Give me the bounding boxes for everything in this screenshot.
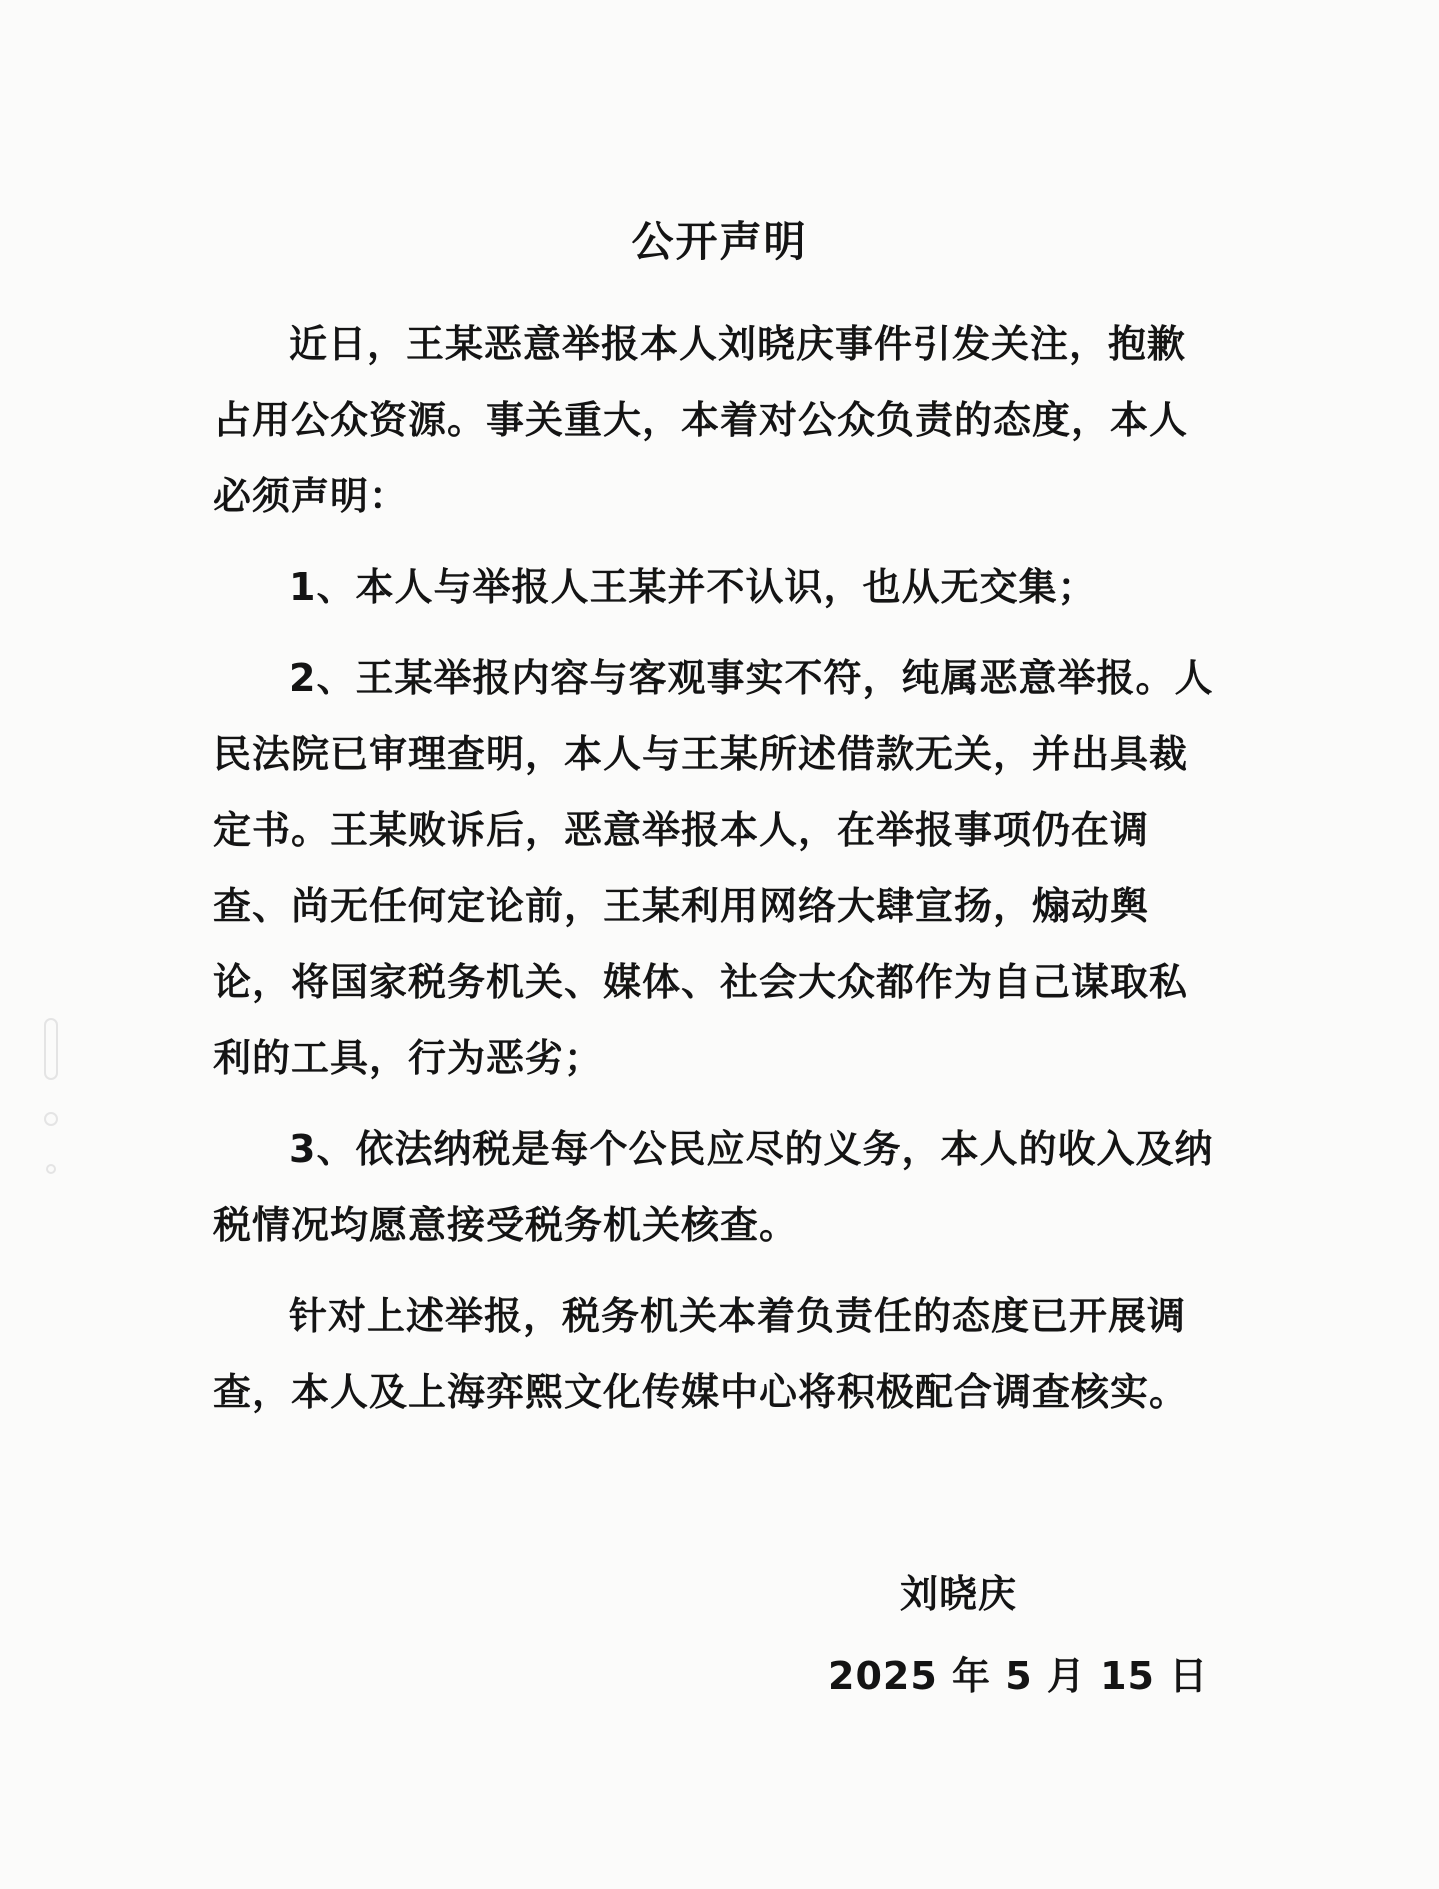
- paragraph-closing: 针对上述举报，税务机关本着负责任的态度已开展调查，本人及上海弈熙文化传媒中心将积极配合调查核实。: [213, 1294, 1189, 1414]
- document-title: 公开声明: [631, 217, 808, 266]
- date: 2025 年 5 月 15 日: [828, 1654, 1209, 1698]
- paragraph-point-2: 2、王某举报内容与客观事实不符，纯属恶意举报。人民法院已审理查明，本人与王某所述借款无关，并出具裁定书。王某败诉后，恶意举报本人，在举报事项仍在调查、尚无任何定论前，王某利用网络大肆宣扬，煽动舆论，将国家税务机关、媒体、社会大众都作为自己谋取私利的工具，行为恶劣；: [213, 656, 1214, 1080]
- edge-dot-indicator-small: [46, 1164, 56, 1174]
- signature: 刘晓庆: [900, 1572, 1018, 1616]
- paragraph-point-1: 1、本人与举报人王某并不认识，也从无交集；: [289, 565, 1097, 609]
- paragraph-intro: 近日，王某恶意举报本人刘晓庆事件引发关注，抱歉占用公众资源。事关重大，本着对公众负责的态度，本人必须声明：: [213, 322, 1189, 518]
- edge-dot-indicator: [44, 1112, 58, 1126]
- document-body: [213, 306, 1223, 1430]
- paragraph-point-3: 3、依法纳税是每个公民应尽的义务，本人的收入及纳税情况均愿意接受税务机关核查。: [213, 1127, 1214, 1247]
- edge-scroll-indicator: [44, 1018, 58, 1080]
